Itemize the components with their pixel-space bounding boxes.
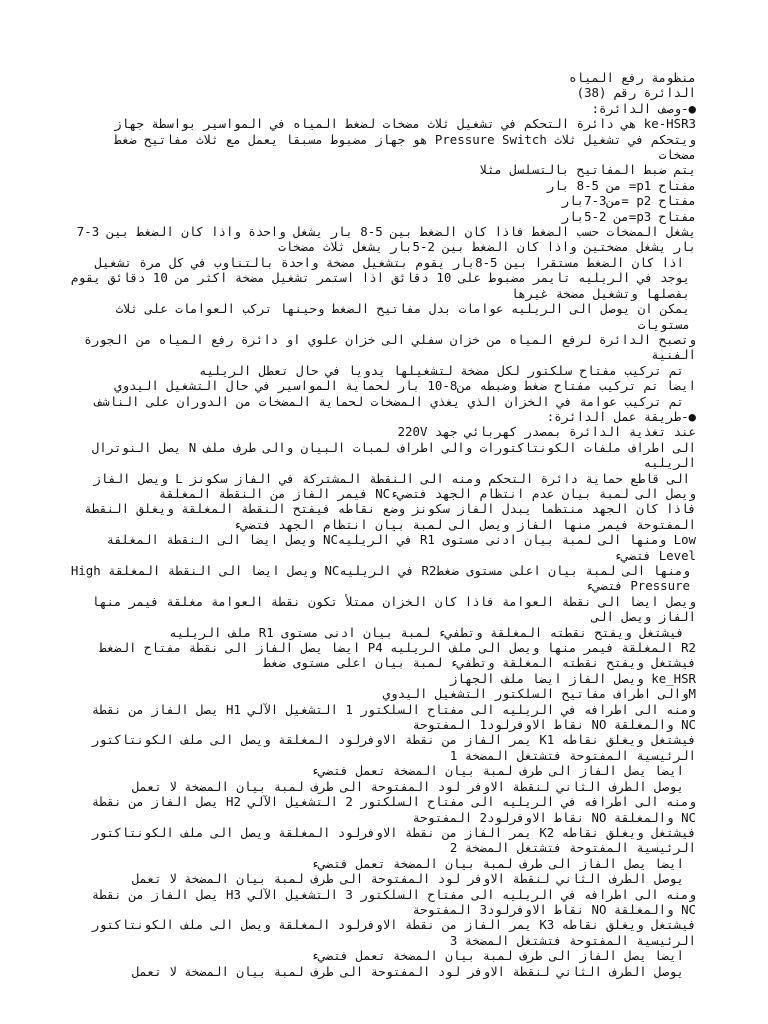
text-line: تم تركيب عوامة في الخزان الذي يغذي المضخات لحماية المضخات من الدوران على الناشف (94, 393, 684, 409)
text-line: فيشتغل ويغلق نقاطه K2 يمر الفاز من نقطة الاوفرلود المغلقة ويصل الى ملف الكونتاكتور الرئيسية المفتوحة فتشتغل المضخة 2 (91, 824, 696, 856)
text-line: فيشتغل ويفتح نقطته المغلقة وتطفيء لمبة بيان ادنى مستوى R1 ملف الريليه (169, 624, 684, 640)
text-line: يشغل المضخات حسب الضغط فاذا كان الضغط بين 5-8 بار يشغل واحدة واذا كان الضغط بين 3-7 بار يشغل مضختين واذا كان الضغط بين 2-5بار يشغل ثلاث مضخات (76, 224, 696, 255)
document-page (70, 70, 696, 979)
text-line: تم تركيب مفتاح سلكتور لكل مضخة لتشغيلها يدويا في حال تعطل الريليه (199, 362, 684, 378)
text-line: Low ومنها الى لمبة بيان ادنى مستوى R1 في الريليهNC ويصل ايضا الى النقطة المغلقة Level فتضيء (106, 532, 696, 563)
text-line: ومنه الى اطرافه في الريليه الى مفتاح السلكتور 1 التشغيل الآلي H1 يصل الفاز من نقطة NC والمغلقة NO نقاط الاوفرلود1 المفتوحة (91, 701, 696, 733)
section-heading-description: ●-وصف الدائرة: (591, 100, 696, 116)
text-line: يوجد في الريليه تايمر مضبوط على 10 دقائق اذا استمر تشغيل مضخة اكثر من 10 دقائق يقوم بفصلها وتشغيل مضخة غيرها (70, 270, 690, 301)
text-line: ke-HSR3 هي دائرة التحكم في تشغيل ثلاث مضخات لضغط المياه في المواسير بواسطة جهاز (114, 116, 696, 132)
text-line: مفتاح p1= من 5-8 بار (546, 177, 696, 193)
text-line: ومنه الى اطرافه في الريليه الى مفتاح السلكتور 3 التشغيل الآلي H3 يصل الفاز من نقطة NC والمغلقة NO نقاط الاوفرلود3 المفتوحة (91, 886, 696, 917)
text-line: يمكن ان يوصل الى الريليه عوامات بدل مفاتيح الضغط وحينها تركب العوامات على ثلاث مستويات (115, 301, 690, 332)
text-line: ومنه الى اطرافه في الريليه الى مفتاح السلكتور 2 التشغيل الآلي H2 يصل الفاز من نقطة NC والمغلقة NO نقاط الاوفرلود2 المفتوحة (91, 794, 696, 825)
text-line: ايضا يصل الفاز الى طرف لمبة بيان المضخة تعمل فتضيء (311, 763, 684, 779)
text-line: Mوالى اطراف مفاتيح السلكتور التشغيل اليدوي (382, 686, 696, 702)
text-line: مفتاح p2 =من3-7بار (561, 193, 696, 209)
section-heading-operation: ●-طريقة عمل الدائرة: (546, 408, 696, 424)
text-line: الى قاطع حماية دائرة التحكم ومنه الى النقطة المشتركة في الفاز سكونز L ويصل الفاز (93, 470, 690, 486)
text-line: ايضا يصل الفاز الى طرف لمبة بيان المضخة تعمل فتضيء (311, 855, 684, 871)
text-line: ايضا يصل الفاز الى طرف لمبة بيان المضخة تعمل فتضيء (311, 948, 684, 964)
text-line: ويصل الى لمبة بيان عدم انتظام الجهد فتضيءNC فيمر الفاز من النقطة المغلقة (158, 485, 696, 501)
text-line: ومنها الى لمبة بيان اعلى مستوى ضغطR2 في الريليهNC ويصل ايضا الى النقطة المغلقة High Pressure فتضيء (70, 563, 690, 594)
text-line: ke_HSR ويصل الفاز ايضا ملف الجهاز (449, 670, 696, 686)
text-line: يتم ضبط المفاتيح بالتسلسل مثلا (479, 162, 696, 178)
circuit-number: الدائرة رقم (38) (576, 85, 696, 101)
text-line: وتصبح الدائرة لرفع المياه من خزان سفلي الى خزان علوي او دائرة رفع المياه من الجورة الفنية (84, 331, 696, 363)
text-line: فيشتغل ويغلق نقاطه K3 يمر الفاز من نقطة الاوفرلود المغلقة ويصل الى ملف الكونتاكتور الرئيسية المفتوحة فتشتغل المضخة 3 (91, 917, 696, 948)
text-line: الى اطراف ملفات الكونتاكتورات والى اطراف لمبات البيان والى طرف ملف N يصل النوترال الريليه (91, 439, 696, 471)
text-line: مفتاح p3=من 2-5بار (561, 208, 696, 224)
text-line: فيشتغل ويغلق نقاطه K1 يمر الفاز من نقطة الاوفرلود المغلقة ويصل الى ملف الكونتاكتور الرئيسية المفتوحة فتشتغل المضخة 1 (91, 732, 696, 763)
text-line: فاذا كان الجهد منتظما يبدل الفاز سكونز وضع نقاطه فيفتح النقطة المغلقة ويغلق النقطة المفتوحة فيمر منها الفاز ويصل الى لمبة بيان انتظام الجهد فتضيء (84, 501, 696, 532)
text-line: ويتحكم في تشغيل ثلاث Pressure Switch هو جهاز مضبوط مسبقا يعمل مع ثلاث مفاتيح ضغط مضخات (114, 131, 696, 163)
text-line: عند تغذية الدائرة بمصدر كهربائي جهد 220V (397, 424, 696, 440)
text-line: R2 المغلقة فيمر منها ويصل الى ملف الريليه P4 ايضا يصل الفاز الى نقطة مفتاح الضغط فيشتغل ويفتح نقطته المغلقة وتطفيء لمبة بيان اعلى مستوى ضغط (99, 640, 696, 671)
text-line: يوصل الطرف الثاني لنقطة الاوفر لود المفتوحة الى طرف لمبة بيان المضخة لا تعمل (131, 871, 684, 887)
text-line: ايضا تم تركيب مفتاح ضغط وضبطه من8-10 بار لحماية المواسير في حال التشغيل اليدوي (114, 378, 696, 394)
text-line: ويصل ايضا الى نقطة العوامة فاذا كان الخزان ممتلأ تكون نقطة العوامة مغلقة فيمر منها الفاز ويصل الى (91, 593, 696, 625)
text-line: يوصل الطرف الثاني لنقطة الاوفر لود المفتوحة الى طرف لمبة بيان المضخة لا تعمل (131, 963, 684, 979)
document-title: منظومة رفع المياه (569, 70, 696, 85)
text-line: يوصل الطرف الثاني لنقطة الاوفر لود المفتوحة الى طرف لمبة بيان المضخة لا تعمل (131, 778, 684, 794)
text-line: اذا كان الضغط مستقرا بين 5-8بار يقوم بتشغيل مضخة واحدة بالتناوب في كل مرة تشغيل (94, 254, 684, 270)
